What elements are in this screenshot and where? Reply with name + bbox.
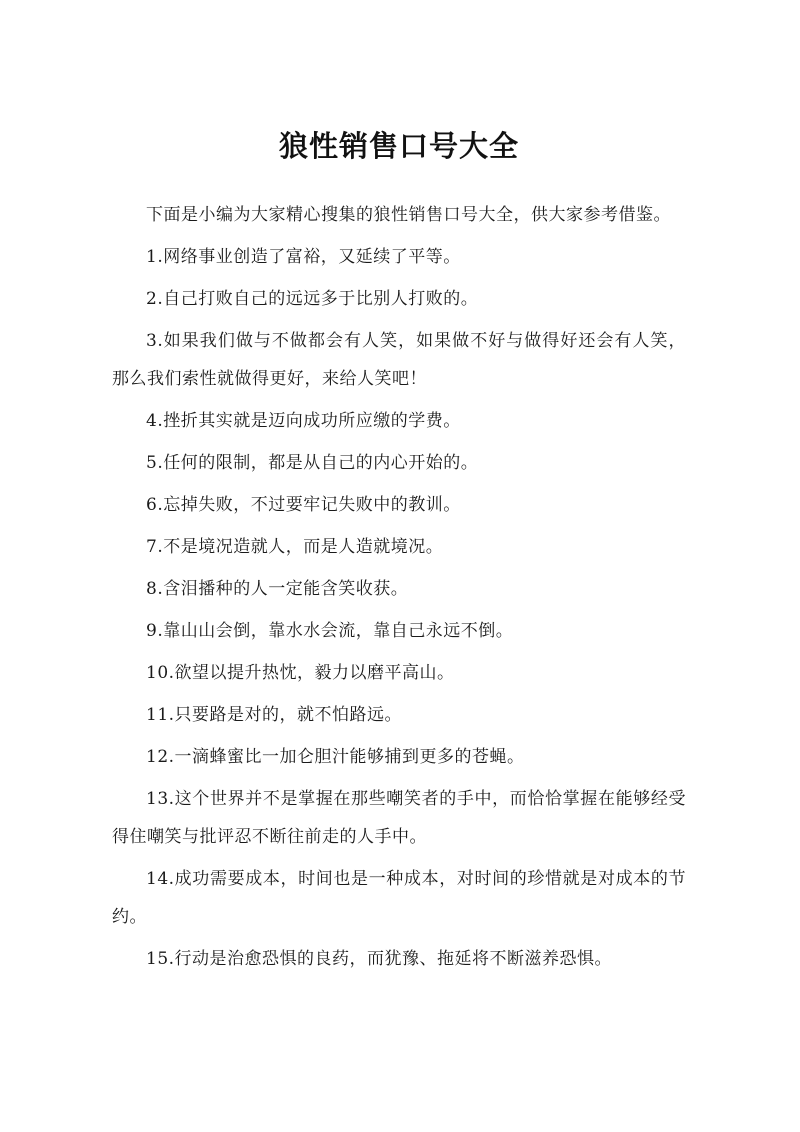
slogan-item: 13.这个世界并不是掌握在那些嘲笑者的手中，而恰恰掌握在能够经受得住嘲笑与批评忍不断往前走的人手中。 <box>112 789 686 847</box>
slogan-item: 12.一滴蜂蜜比一加仑胆汁能够捕到更多的苍蝇。 <box>146 747 525 767</box>
slogan-item: 14.成功需要成本，时间也是一种成本，对时间的珍惜就是对成本的节约。 <box>112 869 686 927</box>
slogan-item: 4.挫折其实就是迈向成功所应缴的学费。 <box>146 411 461 431</box>
document-body <box>112 196 686 982</box>
slogan-item: 7.不是境况造就人，而是人造就境况。 <box>146 537 444 557</box>
slogan-item: 1.网络事业创造了富裕，又延续了平等。 <box>146 247 461 267</box>
slogan-item: 8.含泪播种的人一定能含笑收获。 <box>146 579 409 599</box>
slogan-item: 11.只要路是对的，就不怕路远。 <box>146 705 403 725</box>
document-title: 狼性销售口号大全 <box>278 129 519 163</box>
slogan-item: 5.任何的限制，都是从自己的内心开始的。 <box>146 453 479 473</box>
intro-paragraph: 下面是小编为大家精心搜集的狼性销售口号大全，供大家参考借鉴。 <box>146 205 671 225</box>
slogan-item: 2.自己打败自己的远远多于比别人打败的。 <box>146 289 479 309</box>
slogan-item: 10.欲望以提升热忱，毅力以磨平高山。 <box>146 663 455 683</box>
slogan-item: 6.忘掉失败，不过要牢记失败中的教训。 <box>146 495 461 515</box>
slogan-item: 3.如果我们做与不做都会有人笑，如果做不好与做得好还会有人笑，那么我们索性就做得更好，来给人笑吧！ <box>112 331 686 389</box>
slogan-item: 9.靠山山会倒，靠水水会流，靠自己永远不倒。 <box>146 621 514 641</box>
slogan-item: 15.行动是治愈恐惧的良药，而犹豫、拖延将不断滋养恐惧。 <box>146 949 613 969</box>
